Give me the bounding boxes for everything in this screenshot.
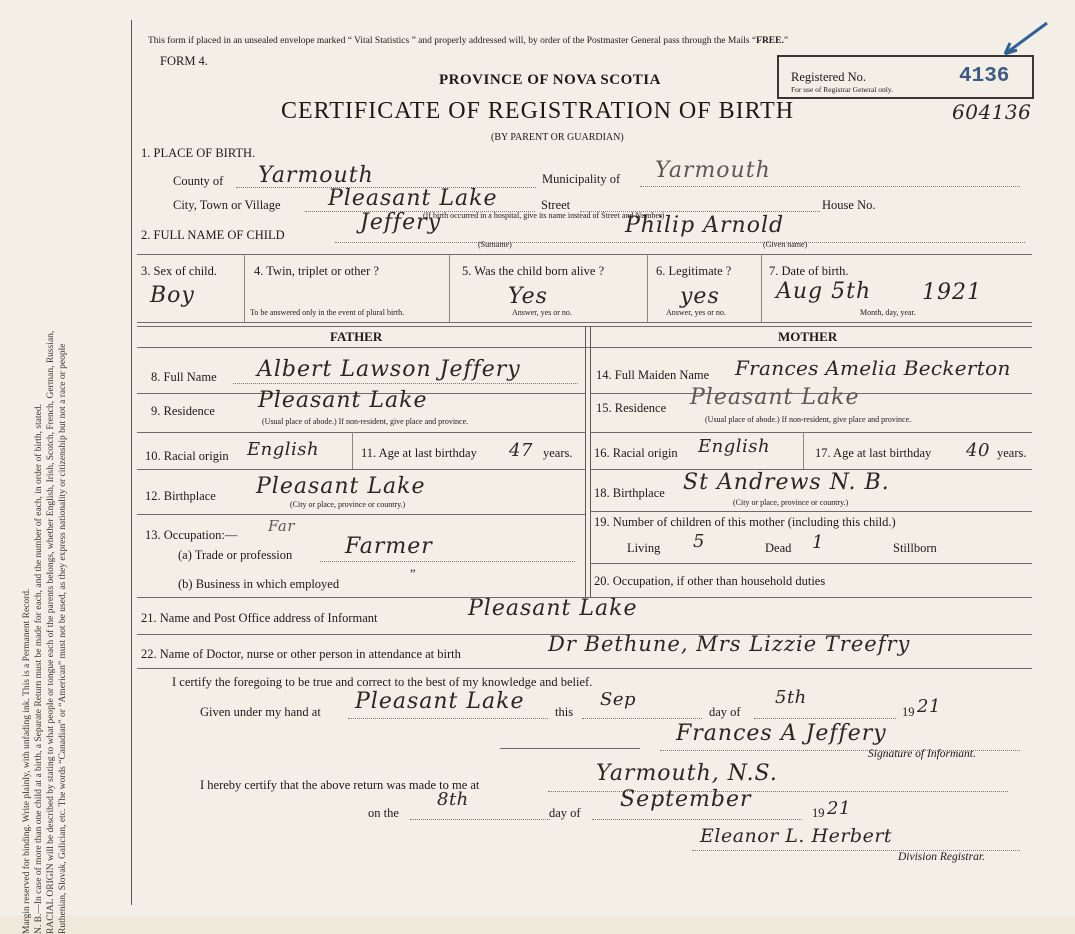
house-label: House No. xyxy=(822,198,876,212)
father-heading: FATHER xyxy=(330,329,383,344)
divider-6-7 xyxy=(761,254,762,322)
father-name-label: 8. Full Name xyxy=(151,370,217,384)
date-label: 7. Date of birth. xyxy=(769,264,849,278)
this-line xyxy=(582,718,702,719)
mother-rule-2 xyxy=(590,432,1032,433)
child-surname: Jeffery xyxy=(360,210,442,235)
province-heading: PROVINCE OF NOVA SCOTIA xyxy=(439,72,661,88)
signature-short-rule xyxy=(500,748,640,749)
informant-address-value: Pleasant Lake xyxy=(468,596,638,621)
registrar-signature: Eleanor L. Herbert xyxy=(700,825,893,847)
mail-notice: This form if placed in an unsealed envelope marked “ Vital Statistics ” and properly addressed will, by order of the Postmaster General pass through the Mails “FREE.” xyxy=(148,36,789,46)
registrar-day-label: day of xyxy=(549,806,581,820)
surname-caption: (Surname) xyxy=(478,240,512,249)
certificate-title: CERTIFICATE OF REGISTRATION OF BIRTH xyxy=(281,98,795,124)
day-value: 5th xyxy=(775,687,807,708)
margin-line-3: RACIAL ORIGIN will be described by stating to what people or tongue each of the parents belongs, whether English, Irish, Scotch, French, German, Russian, xyxy=(46,330,56,934)
father-rule-2 xyxy=(137,432,585,433)
registrar-place-line xyxy=(548,791,1008,792)
on-the-label: on the xyxy=(368,806,399,820)
doctor-rule xyxy=(137,668,1032,669)
registrar-month: September xyxy=(620,787,752,812)
child-given-name: Philip Arnold xyxy=(625,213,785,238)
day-of-label: day of xyxy=(709,705,741,719)
margin-border xyxy=(131,20,132,905)
alive-note: Answer, yes or no. xyxy=(512,308,572,317)
date-year: 1921 xyxy=(922,280,982,305)
legit-label: 6. Legitimate ? xyxy=(656,264,732,278)
mother-racial-value: English xyxy=(698,436,771,457)
father-years-label: years. xyxy=(543,446,573,460)
registrar-title: Division Registrar. xyxy=(898,851,985,863)
mother-age-divider xyxy=(803,432,804,469)
alive-value: Yes xyxy=(508,284,548,309)
informant-signature: Frances A Jeffery xyxy=(676,721,887,746)
father-racial-label: 10. Racial origin xyxy=(145,449,229,463)
this-label: this xyxy=(555,705,574,719)
municipality-value: Yarmouth xyxy=(655,158,771,183)
month-line xyxy=(592,819,802,820)
alive-label: 5. Was the child born alive ? xyxy=(462,264,605,278)
mother-name-value: Frances Amelia Beckerton xyxy=(735,356,1011,380)
form-number: FORM 4. xyxy=(160,54,208,68)
certificate-subtitle: (BY PARENT OR GUARDIAN) xyxy=(491,132,624,143)
this-value: Sep xyxy=(600,689,637,710)
divider-5-6 xyxy=(647,254,648,322)
city-value: Pleasant Lake xyxy=(328,186,498,211)
mother-age-value: 40 xyxy=(966,440,990,461)
margin-line-4: Ruthenian, Slovak, Galician, etc. The words “Canadian” or “American” must not be used, as they express nationality or citizenship but not a race or people xyxy=(58,343,68,934)
given-place-line xyxy=(348,718,548,719)
on-the-value: 8th xyxy=(437,789,469,810)
county-value: Yarmouth xyxy=(258,163,374,188)
day-line xyxy=(754,718,896,719)
registrar-place-value: Yarmouth, N.S. xyxy=(596,761,778,786)
registered-label: Registered No. xyxy=(791,70,866,84)
given-label: Given under my hand at xyxy=(200,705,321,719)
doctor-value: Dr Bethune, Mrs Lizzie Treefry xyxy=(548,632,911,656)
father-occupation-scribble: Far xyxy=(268,517,296,535)
father-age-label: 11. Age at last birthday xyxy=(361,446,477,460)
child-name-line xyxy=(335,242,1025,243)
informant-certify: I certify the foregoing to be true and correct to the best of my knowledge and belief. xyxy=(172,675,593,689)
twin-label: 4. Twin, triplet or other ? xyxy=(254,264,379,278)
registered-value: 4136 xyxy=(959,65,1010,88)
mother-birthplace-label: 18. Birthplace xyxy=(594,486,665,500)
mother-rule-4 xyxy=(590,511,1032,512)
father-occupation-label: 13. Occupation:— xyxy=(145,528,238,542)
father-birthplace-note: (City or place, province or country.) xyxy=(290,500,406,509)
child-name-label: 2. FULL NAME OF CHILD xyxy=(141,228,285,242)
margin-instructions xyxy=(21,74,69,934)
year-value: 21 xyxy=(917,696,941,717)
father-rule-3 xyxy=(137,469,585,470)
row-bottom-rule xyxy=(137,322,1032,323)
mother-birthplace-note: (City or place, province or country.) xyxy=(733,498,849,507)
father-name-value: Albert Lawson Jeffery xyxy=(257,357,521,382)
free-label: FREE. xyxy=(756,36,784,46)
mother-name-label: 14. Full Maiden Name xyxy=(596,368,710,382)
father-birthplace-value: Pleasant Lake xyxy=(256,474,426,499)
mother-years-label: years. xyxy=(997,446,1027,460)
mother-birthplace-value: St Andrews N. B. xyxy=(683,470,890,495)
place-section-label: 1. PLACE OF BIRTH. xyxy=(141,146,256,160)
father-age-value: 47 xyxy=(509,440,533,461)
father-trade-label: (a) Trade or profession xyxy=(178,548,293,562)
mother-age-label: 17. Age at last birthday xyxy=(815,446,932,460)
divider-3-4 xyxy=(244,254,245,322)
mother-rule-5 xyxy=(590,563,1032,564)
sex-label: 3. Sex of child. xyxy=(141,264,218,278)
legit-note: Answer, yes or no. xyxy=(666,308,726,317)
stillborn-label: Stillborn xyxy=(893,541,937,555)
father-business-value: ” xyxy=(410,567,416,581)
date-month-day: Aug 5th xyxy=(776,279,872,304)
mother-racial-label: 16. Racial origin xyxy=(594,446,678,460)
mother-children-label: 19. Number of children of this mother (including this child.) xyxy=(594,515,896,529)
date-note: Month, day, year. xyxy=(860,308,916,317)
father-racial-value: English xyxy=(247,439,320,460)
registered-number-box xyxy=(777,55,1034,99)
registrar-certify: I hereby certify that the above return was made to me at xyxy=(200,778,480,792)
margin-line-2: N. B.—In case of more than one child at a birth, a Separate Return must be made for each, and the number of each, in order of birth, stated. xyxy=(34,404,44,934)
mother-occupation-label: 20. Occupation, if other than household duties xyxy=(594,574,826,588)
twin-note: To be answered only in the event of plural birth. xyxy=(250,308,405,317)
parents-center-divider-2 xyxy=(590,326,591,598)
mother-heading: MOTHER xyxy=(778,329,838,344)
hospital-note: (If birth occurred in a hospital, give its name instead of Street and Number) xyxy=(423,211,665,220)
father-age-divider xyxy=(352,432,353,469)
municipality-label: Municipality of xyxy=(542,172,621,186)
father-birthplace-label: 12. Birthplace xyxy=(145,489,216,503)
doctor-label: 22. Name of Doctor, nurse or other person in attendance at birth xyxy=(141,647,461,661)
dead-label: Dead xyxy=(765,541,792,555)
father-residence-note: (Usual place of abode.) If non-resident, give place and province. xyxy=(262,417,469,426)
mother-residence-note: (Usual place of abode.) If non-resident, give place and province. xyxy=(705,415,912,424)
on-the-line xyxy=(410,819,550,820)
living-value: 5 xyxy=(693,531,705,552)
father-business-label: (b) Business in which employed xyxy=(178,577,340,591)
county-label: County of xyxy=(173,174,224,188)
informant-address-label: 21. Name and Post Office address of Informant xyxy=(141,611,378,625)
registrar-year-value: 21 xyxy=(827,798,851,819)
living-label: Living xyxy=(627,541,661,555)
mail-notice-text: This form if placed in an unsealed envelope marked “ Vital Statistics ” and properly addressed will, by order of the Postmaster General pass through the Mails “ xyxy=(148,36,757,46)
registered-note: For use of Registrar General only. xyxy=(791,85,893,94)
father-name-line xyxy=(233,383,578,384)
father-trade-value: Farmer xyxy=(345,534,433,559)
sex-value: Boy xyxy=(150,283,195,308)
given-place-value: Pleasant Lake xyxy=(355,689,525,714)
given-caption: (Given name) xyxy=(763,240,808,249)
father-rule-4 xyxy=(137,514,585,515)
mother-residence-label: 15. Residence xyxy=(596,401,667,415)
side-number: 604136 xyxy=(952,100,1032,124)
divider-4-5 xyxy=(449,254,450,322)
mother-residence-value: Pleasant Lake xyxy=(690,385,860,410)
legit-value: yes xyxy=(680,284,720,309)
street-label: Street xyxy=(541,198,571,212)
father-trade-line xyxy=(320,561,575,562)
city-label: City, Town or Village xyxy=(173,198,281,212)
margin-line-1: Margin reserved for binding. Write plainly, with unfading ink. This is a Permanent Record. xyxy=(22,588,32,934)
dead-value: 1 xyxy=(812,532,824,553)
municipality-line xyxy=(640,186,1020,187)
year-prefix: 19 xyxy=(902,705,915,719)
informant-signature-caption: Signature of Informant. xyxy=(868,748,976,760)
pen-arrow-mark xyxy=(995,20,1050,60)
parents-center-divider xyxy=(585,326,586,598)
father-residence-label: 9. Residence xyxy=(151,404,215,418)
father-residence-value: Pleasant Lake xyxy=(258,388,428,413)
row-top-rule xyxy=(137,254,1032,255)
registrar-year-prefix: 19 xyxy=(812,806,825,820)
